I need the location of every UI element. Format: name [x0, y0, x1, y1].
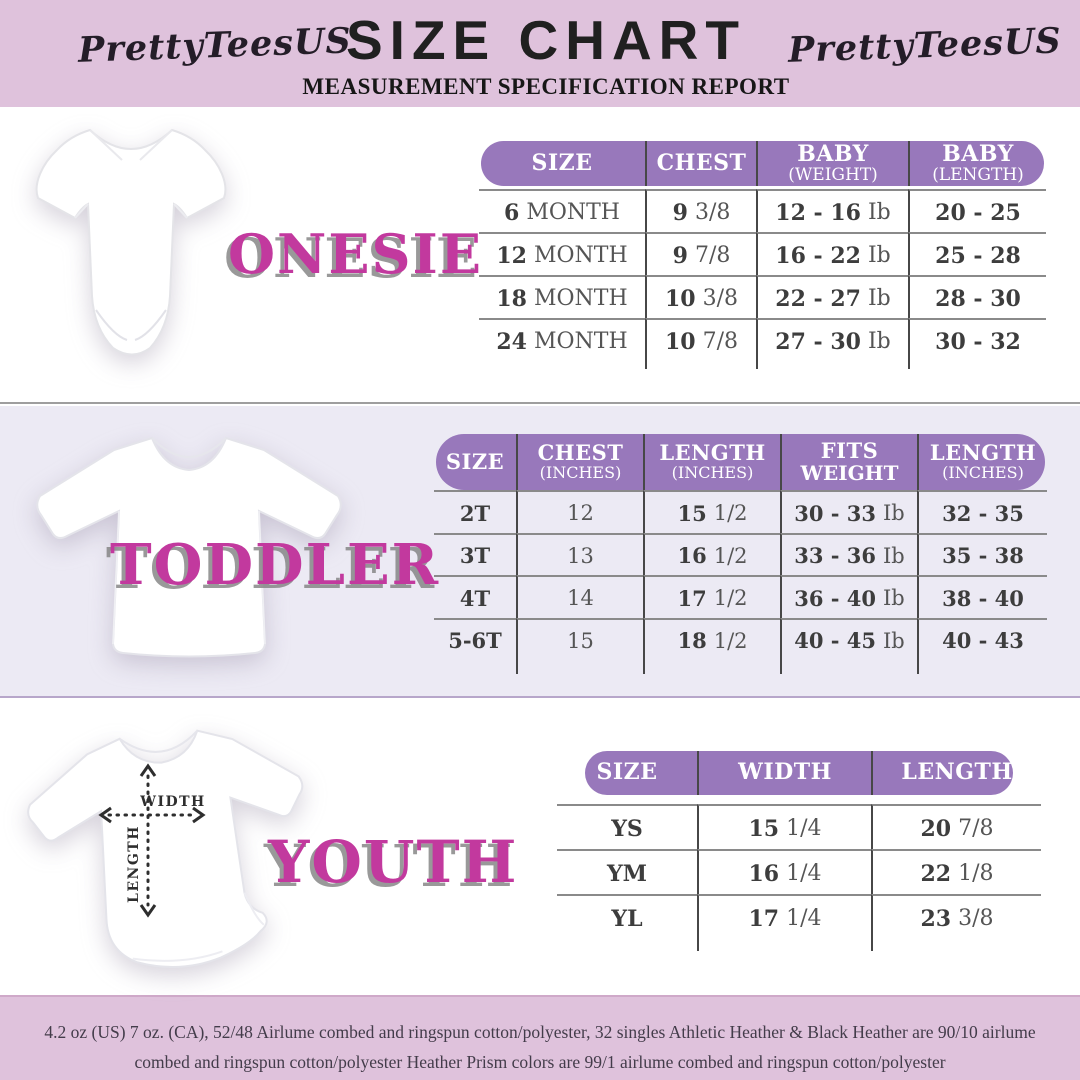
- onesie-table-cell: 20 - 25: [908, 189, 1046, 232]
- toddler-table-cell: 15: [516, 618, 643, 661]
- toddler-column-header: CHEST (INCHES): [516, 434, 643, 490]
- onesie-table-cell: 9 7/8: [645, 232, 756, 275]
- onesie-table-rule-extension: [479, 361, 645, 369]
- toddler-table-cell: 36 - 40 Ib: [780, 575, 917, 618]
- onesie-table-cell: 18 MONTH: [479, 275, 645, 318]
- youth-column-header: WIDTH: [697, 751, 871, 795]
- brand-logo-left: PrettyTeesUS: [77, 20, 353, 71]
- onesie-table-rule-extension: [756, 361, 908, 369]
- toddler-table-cell: 35 - 38: [917, 533, 1047, 576]
- toddler-size-table: [434, 434, 1047, 674]
- youth-table-cell: 17 1/4: [697, 894, 871, 939]
- youth-label: YOUTH: [268, 828, 519, 896]
- youth-column-header: SIZE: [596, 759, 658, 786]
- toddler-table-cell: 18 1/2: [643, 618, 780, 661]
- youth-table-rule-extension: [871, 939, 1041, 951]
- toddler-column-header: FITS WEIGHT: [780, 434, 917, 490]
- toddler-table-cell: 33 - 36 Ib: [780, 533, 917, 576]
- onesie-table-cell: 25 - 28: [908, 232, 1046, 275]
- toddler-table-cell: 17 1/2: [643, 575, 780, 618]
- onesie-table-cell: 10 3/8: [645, 275, 756, 318]
- toddler-label: TODDLER: [110, 532, 441, 598]
- fabric-content-note: 4.2 oz (US) 7 oz. (CA), 52/48 Airlume combed and ringspun cotton/polyester, 32 singles Athletic Heather & Black Heather are 90/10 airlume combed and ringspun cotton/polyester Heather Prism colors are 99/1 airlume combed and ringspun cotton/polyester: [44, 1022, 1036, 1072]
- toddler-table-cell: 12: [516, 490, 643, 533]
- youth-table-cell: YL: [557, 894, 697, 939]
- onesie-table-cell: 9 3/8: [645, 189, 756, 232]
- page-title: SIZE CHART: [346, 9, 746, 71]
- toddler-table-cell: 3T: [434, 533, 516, 576]
- onesie-table-rule-extension: [645, 361, 756, 369]
- toddler-table-cell: 30 - 33 Ib: [780, 490, 917, 533]
- toddler-column-header: LENGTH (INCHES): [643, 434, 780, 490]
- youth-table-cell: 22 1/8: [871, 849, 1041, 894]
- onesie-column-header: BABY (LENGTH): [908, 141, 1046, 186]
- onesie-table-cell: 16 - 22 Ib: [756, 232, 908, 275]
- onesie-table-cell: 22 - 27 Ib: [756, 275, 908, 318]
- brand-logo-right: PrettyTeesUS: [787, 20, 1063, 71]
- youth-table-rule-extension: [557, 939, 697, 951]
- onesie-column-header: CHEST: [645, 141, 756, 186]
- toddler-table-rule-extension: [516, 660, 643, 674]
- header-title-block: [300, 8, 792, 100]
- youth-table-cell: 20 7/8: [871, 804, 1041, 849]
- length-arrow-label: LENGTH: [126, 825, 142, 903]
- youth-table-rule-extension: [697, 939, 871, 951]
- youth-column-header: LENGTH: [871, 751, 1041, 795]
- onesie-table-rule-extension: [908, 361, 1046, 369]
- toddler-table-cell: 15 1/2: [643, 490, 780, 533]
- onesie-table-cell: 6 MONTH: [479, 189, 645, 232]
- youth-table-cell: YS: [557, 804, 697, 849]
- youth-size-table: [557, 751, 1041, 951]
- page-subtitle: MEASUREMENT SPECIFICATION REPORT: [302, 74, 790, 99]
- toddler-table-cell: 13: [516, 533, 643, 576]
- youth-table-cell: 15 1/4: [697, 804, 871, 849]
- toddler-table-rule-extension: [434, 660, 516, 674]
- toddler-table-cell: 5-6T: [434, 618, 516, 661]
- youth-table-cell: 16 1/4: [697, 849, 871, 894]
- toddler-table-rule-extension: [917, 660, 1047, 674]
- onesie-table-cell: 12 MONTH: [479, 232, 645, 275]
- onesie-table-cell: 27 - 30 Ib: [756, 318, 908, 361]
- onesie-column-header: SIZE: [531, 149, 593, 176]
- width-arrow-label: WIDTH: [140, 794, 206, 810]
- onesie-table-cell: 24 MONTH: [479, 318, 645, 361]
- toddler-table-cell: 40 - 43: [917, 618, 1047, 661]
- toddler-table-cell: 2T: [434, 490, 516, 533]
- youth-table-cell: YM: [557, 849, 697, 894]
- toddler-table-cell: 40 - 45 Ib: [780, 618, 917, 661]
- toddler-table-rule-extension: [780, 660, 917, 674]
- toddler-column-header: LENGTH (INCHES): [917, 434, 1047, 490]
- toddler-table-cell: 16 1/2: [643, 533, 780, 576]
- toddler-table-cell: 14: [516, 575, 643, 618]
- onesie-table-cell: 28 - 30: [908, 275, 1046, 318]
- toddler-table-rule-extension: [643, 660, 780, 674]
- youth-table-cell: 23 3/8: [871, 894, 1041, 939]
- onesie-size-table: [479, 141, 1046, 369]
- onesie-table-cell: 10 7/8: [645, 318, 756, 361]
- onesie-column-header: BABY (WEIGHT): [756, 141, 908, 186]
- toddler-table-cell: 32 - 35: [917, 490, 1047, 533]
- toddler-table-cell: 4T: [434, 575, 516, 618]
- onesie-label: ONESIE: [228, 222, 483, 286]
- toddler-column-header: SIZE: [445, 448, 505, 474]
- onesie-table-cell: 12 - 16 Ib: [756, 189, 908, 232]
- onesie-table-cell: 30 - 32: [908, 318, 1046, 361]
- onesie-image: [26, 114, 238, 388]
- toddler-table-cell: 38 - 40: [917, 575, 1047, 618]
